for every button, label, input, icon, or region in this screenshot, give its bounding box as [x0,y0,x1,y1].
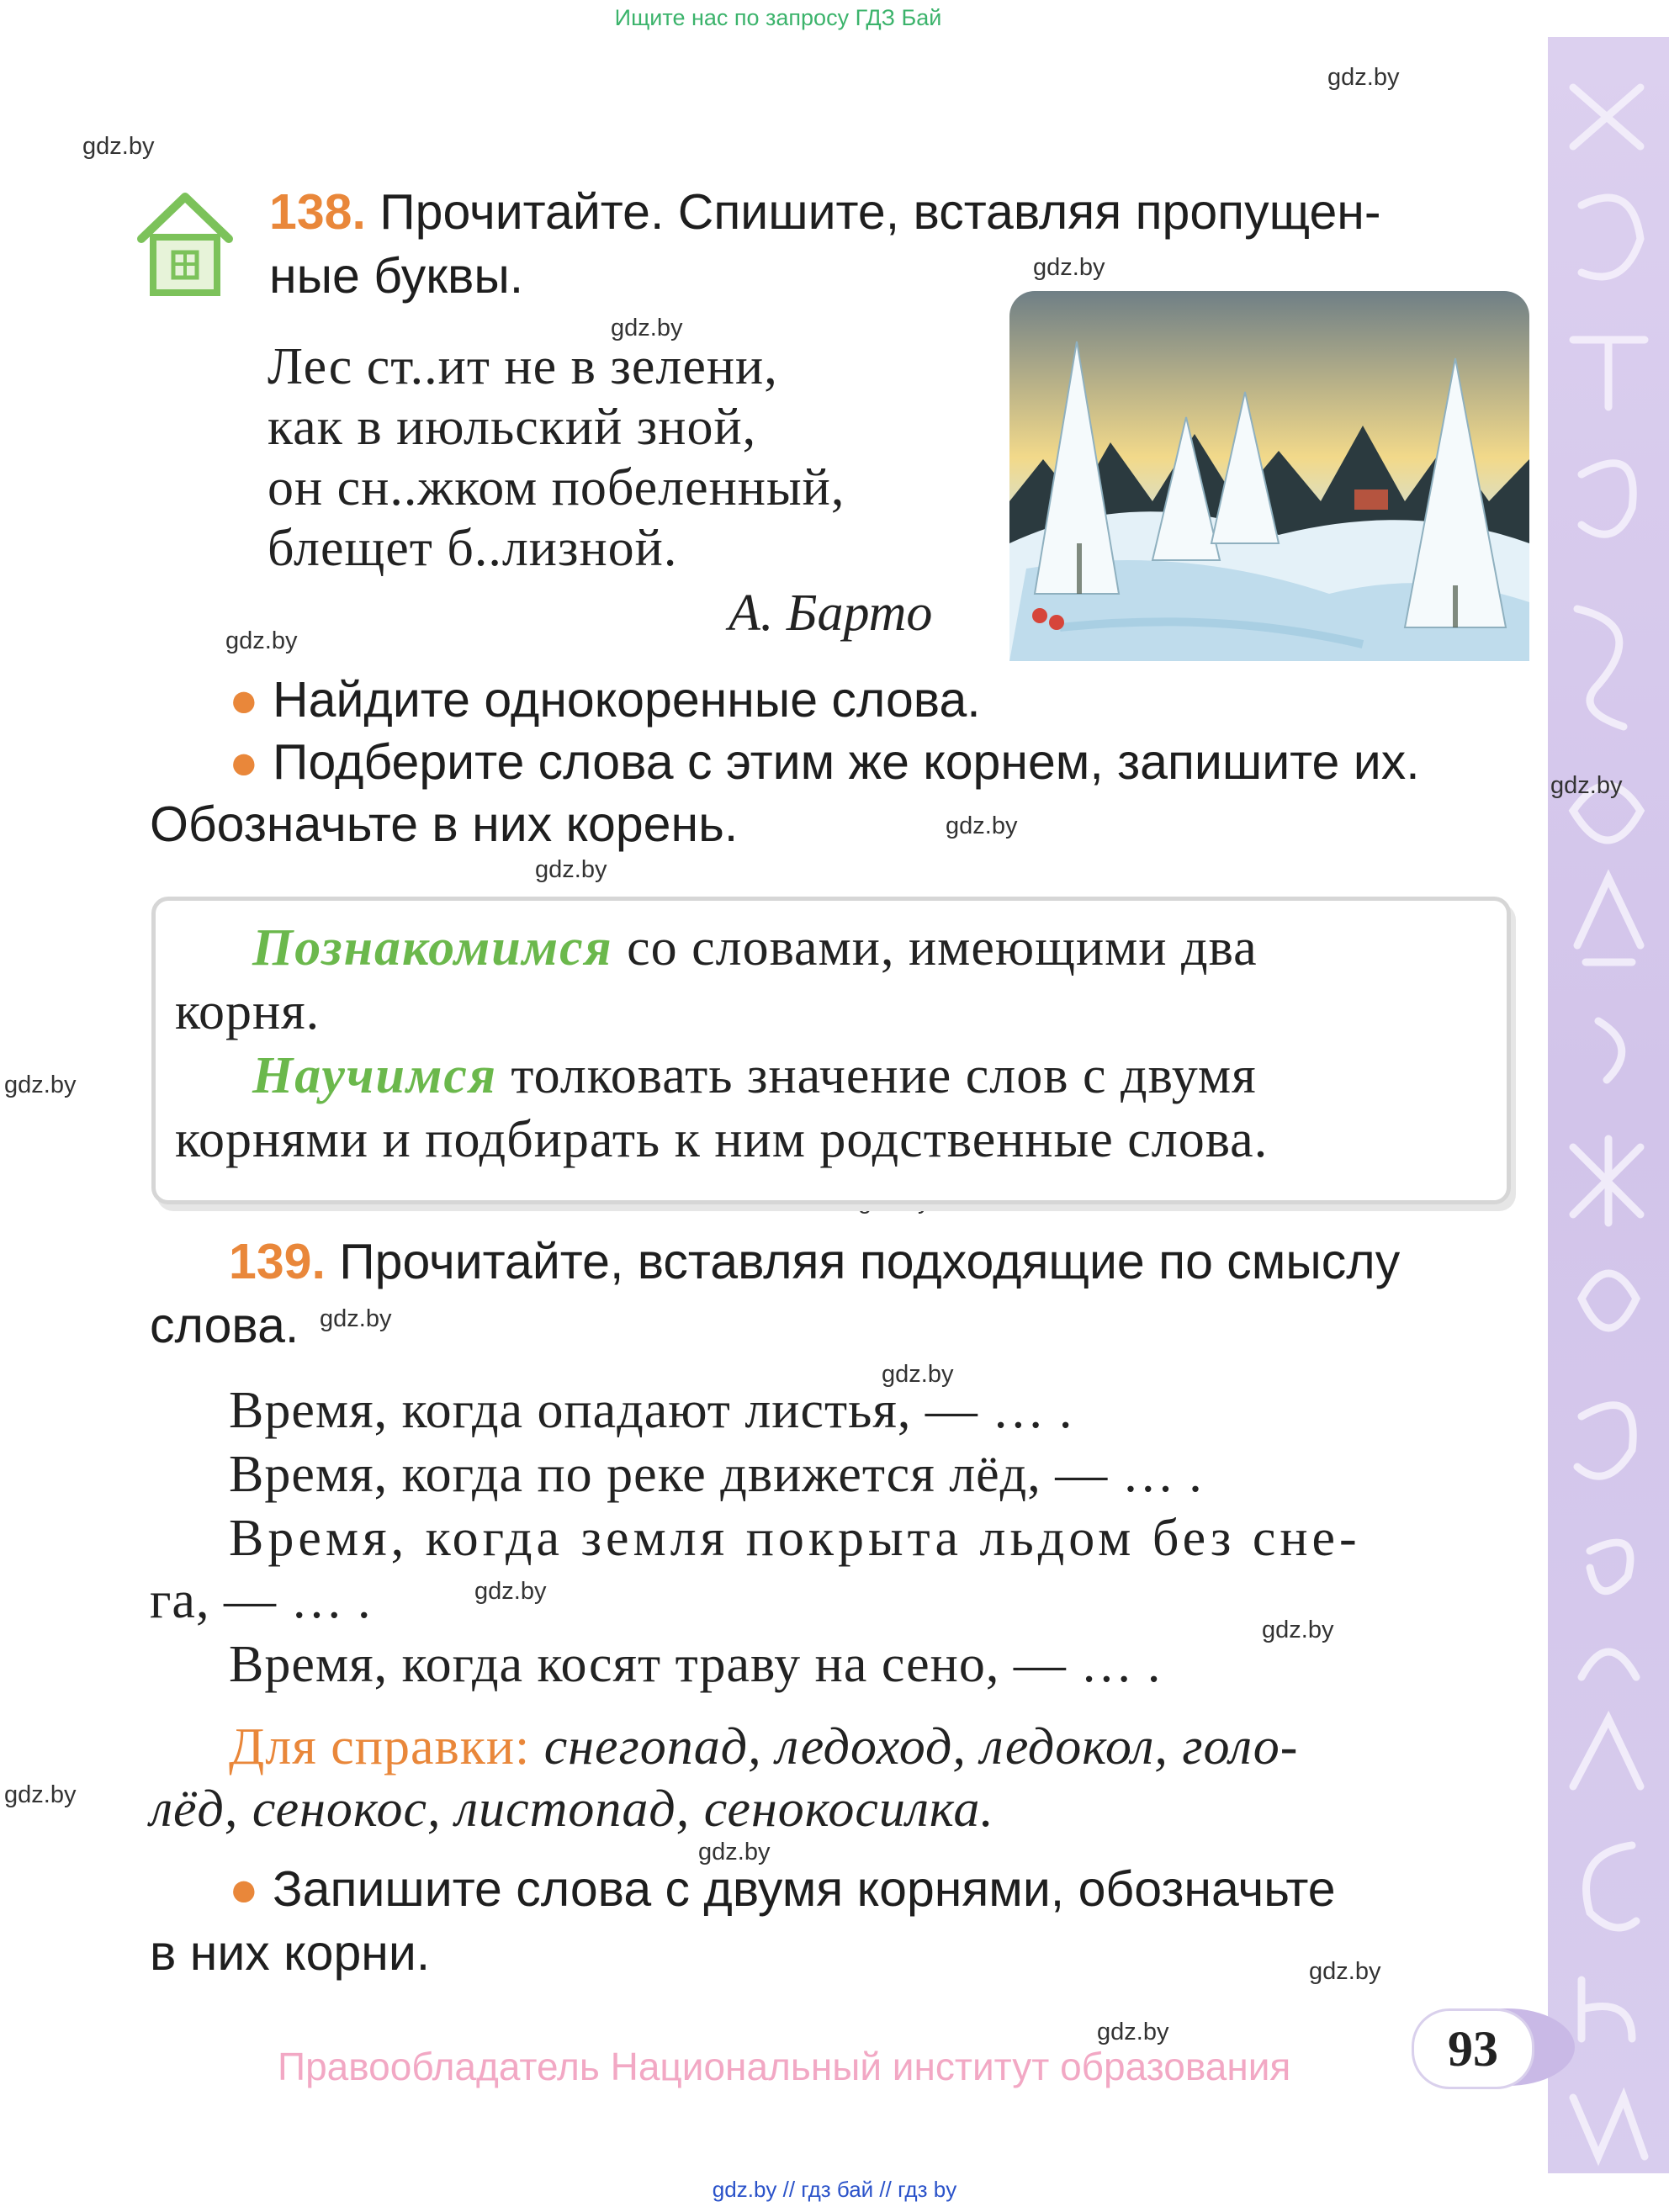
watermark: gdz.by [82,133,155,160]
watermark: gdz.by [535,856,607,883]
task-number: 138. [269,184,366,240]
watermark: gdz.by [4,1072,77,1098]
copyright-notice: Правообладатель Национальный институт образования [278,2045,1291,2088]
watermark: gdz.by [320,1305,392,1332]
watermark: gdz.by [1262,1617,1334,1643]
home-icon [135,188,236,299]
watermark: gdz.by [1033,254,1105,281]
rule-line [252,917,1258,980]
reference-words: снегопад, ледоход, ледокол, голо- [530,1718,1299,1775]
bullet-text: Запишите слова с двумя корнями, обозначьте [273,1861,1336,1917]
bottom-links[interactable]: gdz.by // гдз бай // гдз by [712,2177,957,2202]
task-139-heading [229,1231,1400,1293]
page-number: 93 [1412,2008,1534,2089]
alphabet-strip [1548,37,1669,2173]
reference-line [229,1716,1298,1779]
task-instruction: Прочитайте, вставляя подходящие по смыслу [325,1234,1401,1289]
watermark: gdz.by [474,1578,547,1605]
poem-author: А. Барто [729,585,933,642]
bullet-icon: ● [229,734,259,790]
poem-line: он сн..жком побеленный, [268,459,845,516]
watermark: gdz.by [882,1361,954,1388]
task-138-heading [269,182,1381,243]
exercise-line: Время, когда земля покрыта льдом без сне- [229,1510,1361,1567]
watermark: gdz.by [1309,1958,1381,1985]
task-138-heading-cont: ные буквы. [269,248,524,304]
bullet-item [229,1859,1336,1920]
rule-keyword: Научимся [252,1047,497,1104]
winter-forest-illustration [1009,291,1529,661]
watermark: gdz.by [4,1781,77,1808]
bullet-text: Найдите однокоренные слова. [273,672,981,728]
rule-line: корня. [175,983,321,1040]
watermark: gdz.by [698,1839,771,1865]
bullet-item [229,669,981,731]
rule-line [252,1045,1257,1108]
task-instruction: Прочитайте. Спишите, вставляя пропущен- [365,184,1381,240]
bullet-text-cont: в них корни. [150,1925,431,1981]
exercise-line: Время, когда по реке движется лёд, — … . [229,1446,1203,1503]
watermark: gdz.by [225,627,298,654]
bullet-icon: ● [229,672,259,728]
rule-text: со словами, имеющими два [612,919,1258,976]
poem [268,336,845,579]
reference-line: лёд, сенокос, листопад, сенокосилка. [150,1781,994,1838]
poem-line: блещет б..лизной. [268,520,678,577]
exercise-line: Время, когда косят траву на сено, — … . [229,1636,1162,1693]
top-banner[interactable]: Ищите нас по запросу ГДЗ Бай [614,5,942,30]
rule-line: корнями и подбирать к ним родственные слова. [175,1111,1269,1168]
poem-line: как в июльский зной, [268,399,757,456]
watermark: gdz.by [611,315,683,341]
bullet-icon: ● [229,1861,259,1917]
bullet-item [229,732,1420,793]
poem-line: Лес ст..ит не в зелени, [268,338,778,395]
rule-keyword: Познакомимся [252,919,613,976]
watermark: gdz.by [946,812,1018,839]
watermark: gdz.by [1327,64,1400,91]
bullet-text: Подберите слова с этим же корнем, запишите их. [273,734,1420,790]
watermark: gdz.by [1097,2019,1169,2045]
task-number: 139. [229,1234,326,1289]
exercise-line: Время, когда опадают листья, — … . [229,1382,1073,1439]
exercise-line: га, — … . [150,1572,372,1629]
bullet-text-cont: Обозначьте в них корень. [150,796,739,852]
rule-text: толковать значение слов с двумя [496,1047,1257,1104]
watermark: gdz.by [1550,772,1623,799]
alphabet-decoration [1548,37,1669,2173]
task-139-heading-cont: слова. [150,1298,299,1353]
reference-label: Для справки: [229,1718,531,1775]
